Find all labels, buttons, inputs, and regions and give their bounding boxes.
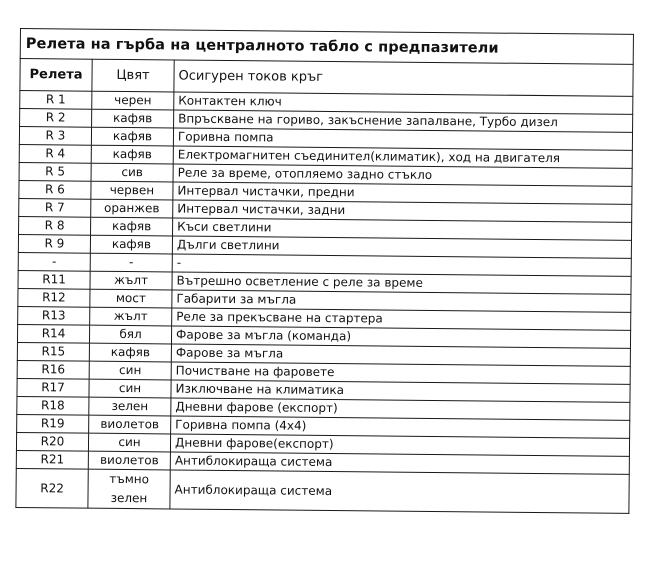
circuit-cell: Електромагнитен съединител(климатик), ход на двигателя xyxy=(173,146,632,168)
relay-cell: R 6 xyxy=(19,180,91,199)
circuit-cell: Антиблокираща система xyxy=(170,470,629,513)
circuit-cell: Антиблокираща система xyxy=(170,452,629,474)
table-row xyxy=(16,468,629,513)
circuit-cell: Дневни фарове(експорт) xyxy=(170,434,629,456)
circuit-cell: Впръскване на гориво, закъснение запалване, Турбо дизел xyxy=(174,110,633,132)
relay-table xyxy=(15,28,634,514)
circuit-cell: Вътрешно осветление с реле за време xyxy=(172,272,631,294)
color-cell: кафяв xyxy=(90,235,172,254)
column-header-color: Цвят xyxy=(92,59,174,92)
relay-table-container xyxy=(15,28,634,514)
circuit-cell: - xyxy=(172,254,631,276)
relay-cell: R15 xyxy=(17,342,89,361)
circuit-cell: Дневни фарове (експорт) xyxy=(171,398,630,420)
circuit-cell: Интервал чистачки, предни xyxy=(173,182,632,204)
circuit-cell: Фарове за мъгла xyxy=(171,344,630,366)
relay-cell: R20 xyxy=(16,432,88,451)
color-cell: тъмно зелен xyxy=(88,469,170,509)
relay-cell: R18 xyxy=(17,396,89,415)
circuit-cell: Къси светлини xyxy=(173,218,632,240)
relay-cell: R14 xyxy=(17,324,89,343)
circuit-cell: Реле за време, отопляемо задно стъкло xyxy=(173,164,632,186)
relay-cell: R19 xyxy=(17,414,89,433)
circuit-cell: Контактен ключ xyxy=(174,92,633,114)
color-cell: кафяв xyxy=(91,217,173,236)
relay-cell: R22 xyxy=(16,468,88,508)
relay-cell: R 8 xyxy=(19,216,91,235)
relay-cell: R 2 xyxy=(20,109,92,128)
color-cell: кафяв xyxy=(92,109,174,128)
color-cell: червен xyxy=(91,181,173,200)
color-cell: черен xyxy=(92,91,174,110)
color-cell: кафяв xyxy=(91,127,173,146)
color-cell: син xyxy=(89,379,171,398)
table-title: Релета на гърба на централното табло с предпазители xyxy=(20,29,633,65)
relay-cell: R 1 xyxy=(20,91,92,110)
circuit-cell: Дълги светлини xyxy=(172,236,631,258)
circuit-cell: Фарове за мъгла (команда) xyxy=(171,326,630,348)
column-header-circuit: Осигурен токов кръг xyxy=(174,60,633,96)
relay-cell: R 9 xyxy=(18,234,90,253)
color-cell: мост xyxy=(90,289,172,308)
color-cell: виолетов xyxy=(89,415,171,434)
color-cell: кафяв xyxy=(89,343,171,362)
color-cell: зелен xyxy=(89,397,171,416)
relay-cell: R12 xyxy=(18,288,90,307)
color-cell: жълт xyxy=(90,271,172,290)
relay-cell: R 4 xyxy=(19,144,91,163)
color-cell: - xyxy=(90,253,172,272)
circuit-cell: Габарити за мъгла xyxy=(172,290,631,312)
circuit-cell: Изключване на климатика xyxy=(171,380,630,402)
relay-cell: R 7 xyxy=(19,198,91,217)
color-cell: син xyxy=(89,361,171,380)
relay-cell: R13 xyxy=(18,306,90,325)
relay-cell: R11 xyxy=(18,270,90,289)
circuit-cell: Реле за прекъсване на стартера xyxy=(172,308,631,330)
color-cell: жълт xyxy=(90,307,172,326)
column-header-relay: Релета xyxy=(20,59,92,92)
circuit-cell: Горивна помпа (4x4) xyxy=(171,416,630,438)
relay-cell: R 3 xyxy=(19,127,91,146)
circuit-cell: Интервал чистачки, задни xyxy=(173,200,632,222)
relay-cell: R17 xyxy=(17,378,89,397)
color-cell: бял xyxy=(89,325,171,344)
color-cell: кафяв xyxy=(91,145,173,164)
circuit-cell: Горивна помпа xyxy=(173,128,632,150)
relay-cell: - xyxy=(18,252,90,271)
color-cell: син xyxy=(88,433,170,452)
relay-cell: R 5 xyxy=(19,162,91,181)
color-cell: оранжев xyxy=(91,199,173,218)
color-cell: виолетов xyxy=(88,451,170,470)
relay-cell: R16 xyxy=(17,360,89,379)
circuit-cell: Почистване на фаровете xyxy=(171,362,630,384)
relay-cell: R21 xyxy=(16,450,88,469)
color-cell: сив xyxy=(91,163,173,182)
